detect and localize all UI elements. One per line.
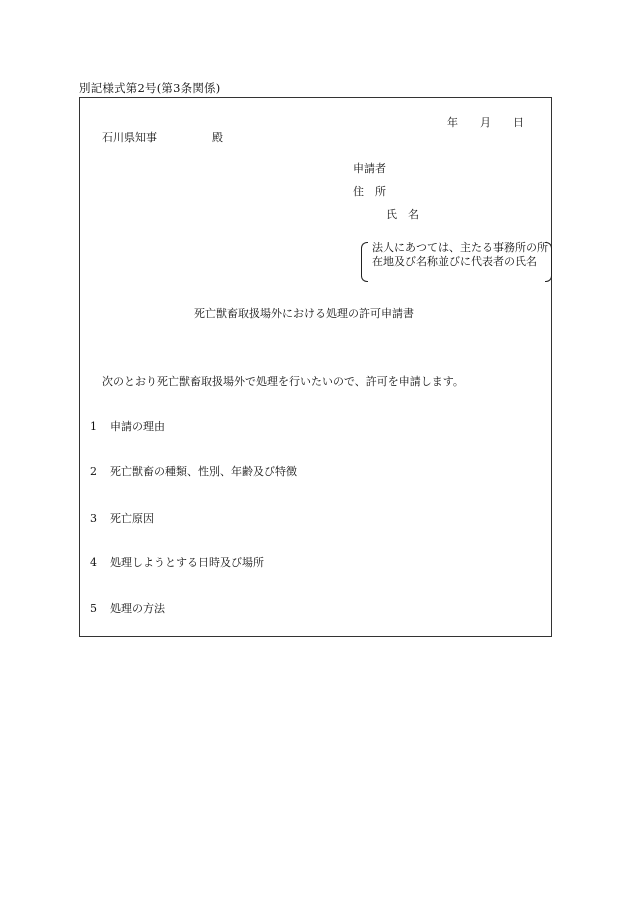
item-label: 死亡原因	[110, 512, 154, 525]
item-number: 4	[90, 556, 97, 569]
address-label: 住 所	[353, 185, 386, 198]
item-number: 5	[90, 602, 97, 615]
intro-text: 次のとおり死亡獣畜取扱場外で処理を行いたいので、許可を申請します。	[102, 375, 464, 388]
item-label: 申請の理由	[110, 420, 165, 433]
note-bracket-left	[361, 242, 368, 282]
applicant-label: 申請者	[353, 162, 386, 175]
item-label: 処理の方法	[110, 602, 165, 615]
document-title: 死亡獣畜取扱場外における処理の許可申請書	[194, 307, 414, 320]
note-bracket-right	[545, 242, 552, 282]
application-form-frame	[79, 97, 552, 637]
item-number: 3	[90, 512, 97, 525]
item-number: 2	[90, 465, 97, 478]
corporate-note-text: 法人にあつては、主たる事務所の所在地及び名称並びに代表者の氏名	[372, 241, 548, 268]
item-label: 処理しようとする日時及び場所	[110, 556, 264, 569]
addressee: 石川県知事 殿	[102, 131, 223, 144]
item-number: 1	[90, 420, 97, 433]
corporate-note	[364, 241, 548, 283]
form-reference: 別記様式第2号(第3条関係)	[79, 81, 221, 95]
item-label: 死亡獣畜の種類、性別、年齢及び特徴	[110, 465, 297, 478]
date-line: 年 月 日	[447, 116, 524, 129]
name-label: 氏 名	[386, 208, 419, 221]
